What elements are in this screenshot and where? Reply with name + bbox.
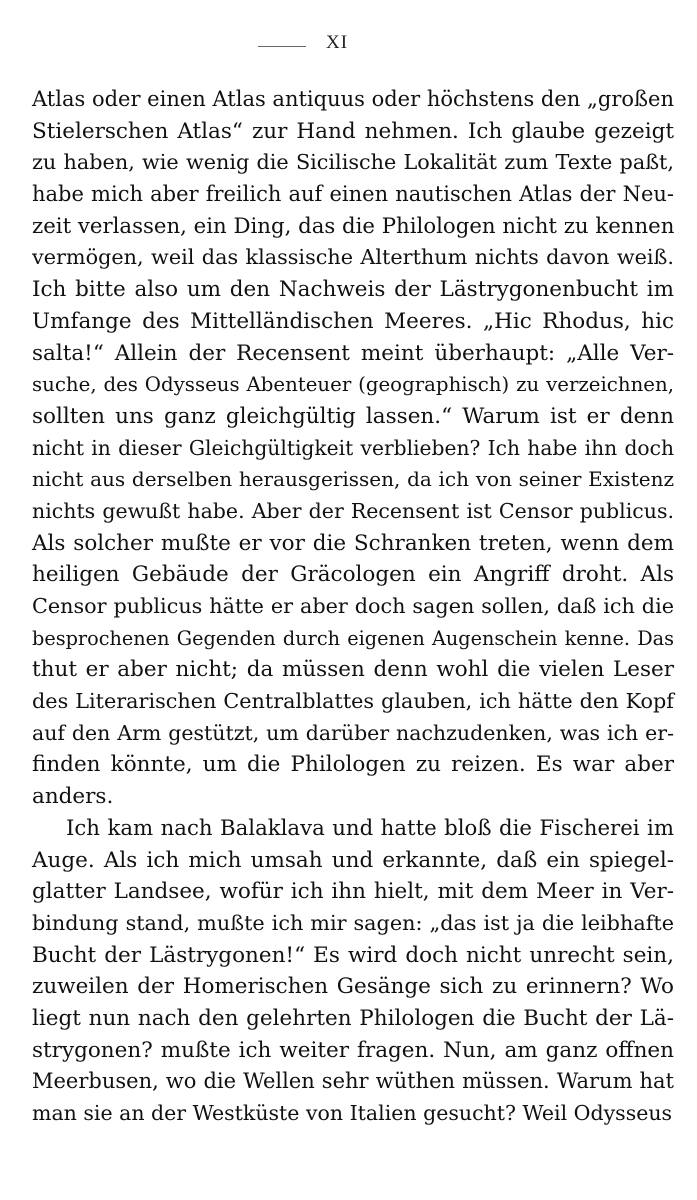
text-line: heiligen Gebäude der Gräcologen ein Angriff droht. Als — [32, 562, 674, 588]
page-header — [0, 30, 697, 60]
text-line: liegt nun nach den gelehrten Philologen die Bucht der Lä- — [32, 1005, 674, 1031]
text-line: Ich kam nach Balaklava und hatte bloß die Fischerei im — [66, 815, 674, 841]
text-line: zuweilen der Homerischen Gesänge sich zu erinnern? Wo — [32, 974, 674, 1000]
text-line: nicht aus derselben herausgerissen, da ich von seiner Existenz — [32, 467, 674, 492]
text-line: zeit verlassen, ein Ding, das die Philologen nicht zu kennen — [32, 213, 675, 239]
text-line: nicht in dieser Gleichgültigkeit verblieben? Ich habe ihn doch — [32, 435, 674, 460]
text-line: Atlas oder einen Atlas antiquus oder höchstens den „großen — [32, 87, 674, 111]
text-line: Umfange des Mittelländischen Meeres. „Hic Rhodus, hic — [32, 308, 674, 334]
text-line: des Literarischen Centralblattes glauben, ich hätte den Kopf — [32, 689, 674, 714]
text-line: Ich bitte also um den Nachweis der Lästrygonenbucht im — [32, 277, 674, 303]
text-line: Auge. Als ich mich umsah und erkannte, daß ein spiegel- — [32, 847, 674, 873]
text-line: zu haben, wie wenig die Sicilische Lokalität zum Texte paßt, — [32, 150, 674, 175]
text-line: Bucht der Lästrygonen!“ Es wird doch nicht unrecht sein, — [32, 942, 674, 968]
header-rule — [258, 46, 306, 47]
text-line: Als solcher mußte er vor die Schranken treten, wenn dem — [32, 530, 674, 556]
text-line: anders. — [32, 784, 114, 810]
text-line: nichts gewußt habe. Aber der Recensent ist Censor publicus. — [32, 498, 674, 523]
text-line: besprochenen Gegenden durch eigenen Augenschein kenne. Das — [32, 626, 674, 650]
text-line: Stielerschen Atlas“ zur Hand nehmen. Ich glaube gezeigt — [32, 118, 674, 144]
text-line: vermögen, weil das klassische Alterthum nichts davon weiß. — [32, 245, 674, 270]
text-line: bindung stand, mußte ich mir sagen: „das ist ja die leibhafte — [32, 910, 674, 935]
text-line: suche, des Odysseus Abenteuer (geographisch) zu verzeichnen, — [32, 373, 674, 397]
text-line: Meerbusen, wo die Wellen sehr wüthen müssen. Warum hat — [32, 1069, 674, 1094]
paragraph — [32, 84, 674, 813]
page-number: XI — [326, 32, 349, 53]
body-text — [32, 84, 674, 1130]
text-line: sollten uns ganz gleichgültig lassen.“ Warum ist er denn — [32, 403, 674, 429]
text-line: strygonen? mußte ich weiter fragen. Nun, am ganz offnen — [32, 1037, 674, 1063]
text-line: habe mich aber freilich auf einen nautischen Atlas der Neu- — [32, 182, 674, 207]
text-line: thut er aber nicht; da müssen denn wohl die vielen Leser — [32, 657, 674, 683]
text-line: auf den Arm gestützt, um darüber nachzudenken, was ich er- — [32, 720, 674, 745]
text-line: glatter Landsee, wofür ich ihn hielt, mit dem Meer in Ver- — [32, 879, 674, 905]
text-line: finden könnte, um die Philologen zu reizen. Es war aber — [32, 752, 674, 778]
paragraph — [32, 813, 674, 1130]
text-line: salta!“ Allein der Recensent meint überhaupt: „Alle Ver- — [32, 340, 674, 366]
text-line: man sie an der Westküste von Italien gesucht? Weil Odysseus — [32, 1101, 673, 1125]
text-line: Censor publicus hätte er aber doch sagen sollen, daß ich die — [32, 594, 674, 618]
